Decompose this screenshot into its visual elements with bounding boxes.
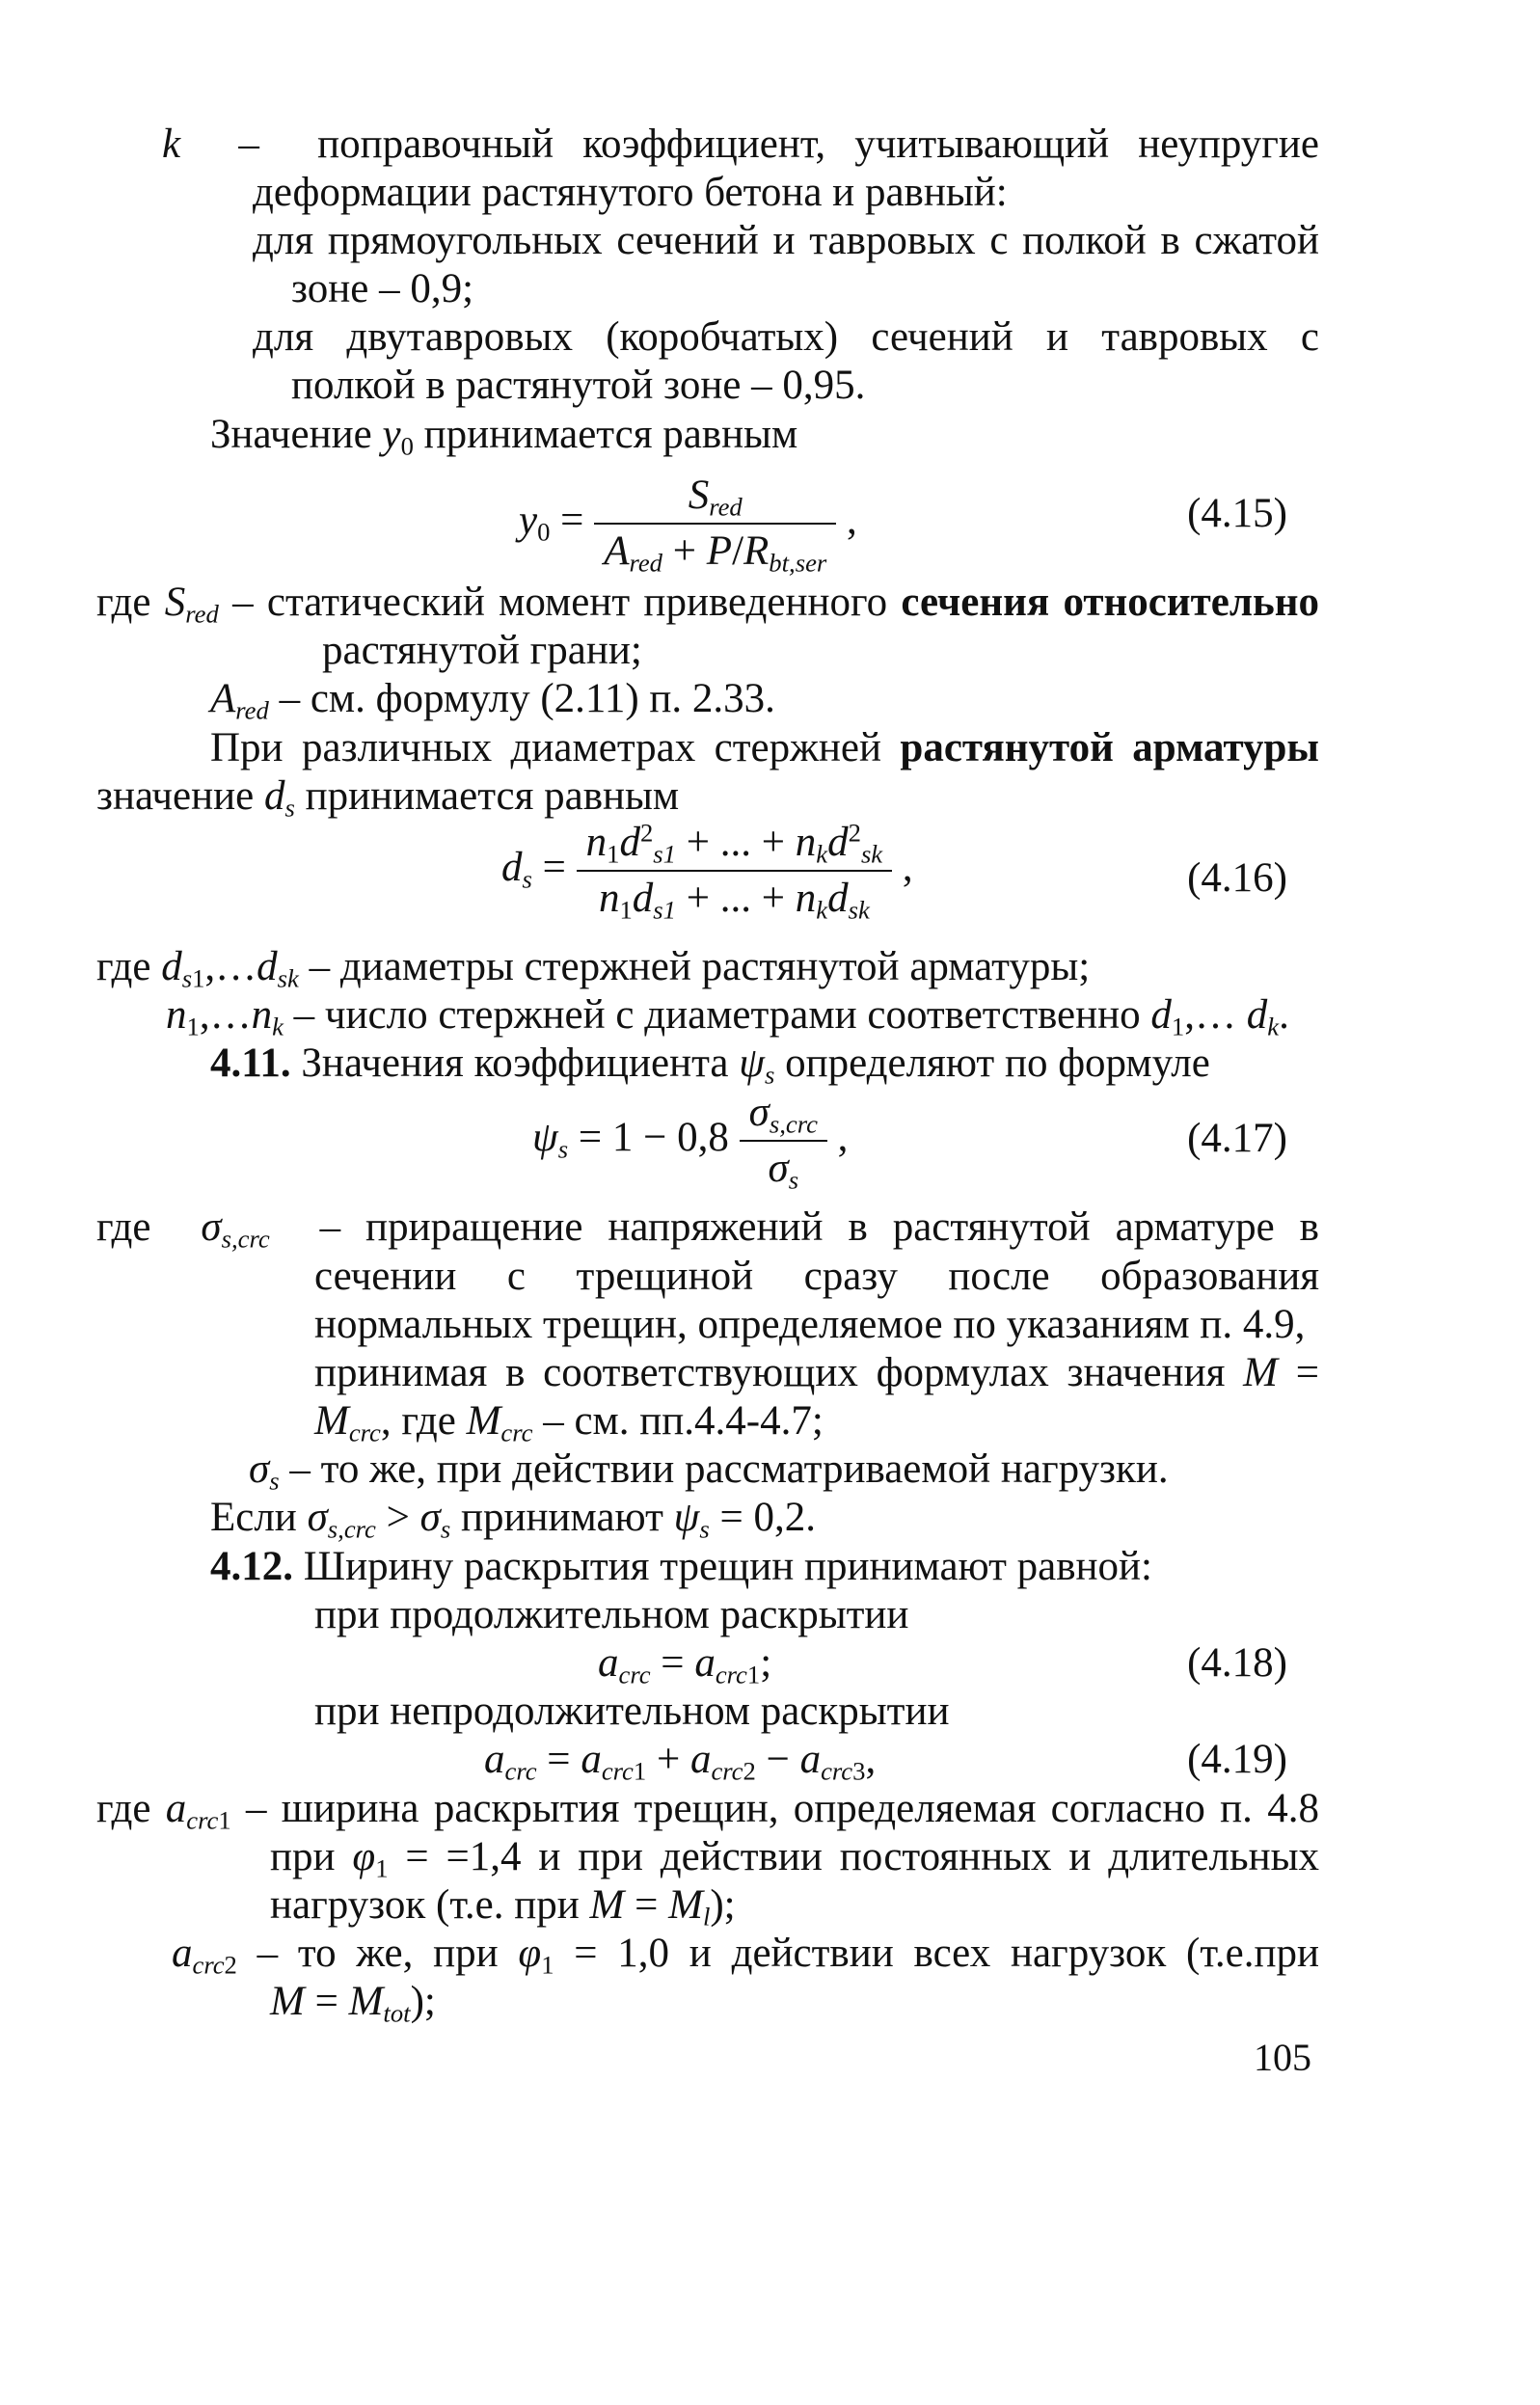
text-line: зоне – 0,9;	[291, 266, 474, 311]
text-line: $M_{crc}$, где $M_{crc}$ – см. пп.4.4-4.7;	[314, 1398, 824, 1447]
text-line: сечении с трещиной сразу после образования	[314, 1254, 1319, 1299]
text-line: нагрузок (т.е. при $M = M_l$);	[270, 1882, 736, 1932]
text-line: значение $d_s$ принимается равным	[96, 773, 680, 823]
text-line: $A_{red}$ – см. формулу (2.11) п. 2.33.	[210, 676, 775, 725]
text-line: для двутавровых (коробчатых) сечений и тавровых с	[253, 314, 1319, 360]
equation-number: (4.18)	[1187, 1640, 1287, 1686]
text-line: $n_1,\dots n_k$ – число стержней с диаметрами соответственно $d_1,\dots$ $d_k$.	[166, 992, 1289, 1041]
text-line: k – поправочный коэффициент, учитывающий неупругие	[162, 122, 1319, 167]
text-line: 4.11. Значения коэффициента $\psi_s$ определяют по формуле	[210, 1040, 1210, 1090]
text-line: $\sigma_s$ – то же, при действии рассматриваемой нагрузки.	[249, 1446, 1169, 1496]
text-line: где $a_{crc1}$ – ширина раскрытия трещин, определяемая согласно п. 4.8	[96, 1786, 1319, 1835]
text-line: для прямоугольных сечений и тавровых с полкой в сжатой	[253, 218, 1319, 263]
formula-4-18: $a_{crc} = a_{crc1}$;	[598, 1640, 772, 1689]
text-line: где $d_{s1},\dots d_{sk}$ – диаметры стержней растянутой арматуры;	[96, 944, 1091, 993]
text-line: при $\varphi_1 = =1,4$ и при действии постоянных и длительных	[270, 1834, 1319, 1883]
text-line: $a_{crc2}$ – то же, при $\varphi_1 = 1,0$ и действии всех нагрузок (т.е.при	[172, 1931, 1319, 1980]
formula-4-17: $\psi_s = 1 - 0,8$ $\frac{\sigma_{s,crc}}{\sigma_s}$ ,	[532, 1090, 849, 1195]
text-line: где $S_{red}$ – статический момент приведенного сечения относительно	[96, 580, 1319, 629]
text-line: 4.12. Ширину раскрытия трещин принимают равной:	[210, 1544, 1152, 1589]
equation-number: (4.17)	[1187, 1116, 1287, 1161]
text-line: при продолжительном раскрытии	[314, 1592, 909, 1637]
text-line: деформации растянутого бетона и равный:	[253, 170, 1008, 215]
formula-4-19: $a_{crc} = a_{crc1} + a_{crc2} - a_{crc3}$,	[484, 1737, 877, 1786]
equation-number: (4.16)	[1187, 855, 1287, 901]
text-line: Значение $y_0$ принимается равным	[210, 412, 798, 461]
formula-4-15: $y_0$ = $\frac{S_{red}}{A_{red} + P/R_{bt,ser}}$ ,	[519, 473, 857, 578]
text-line: при непродолжительном раскрытии	[314, 1689, 950, 1734]
page-number: 105	[1254, 2036, 1311, 2079]
text-line: растянутой грани;	[322, 628, 642, 673]
equation-number: (4.19)	[1187, 1737, 1287, 1782]
formula-4-16: $d_s$ = $\frac{n_1d^2_{s1} + ... + n_kd^2_{sk}}{n_1d_{s1} + ... + n_kd_{sk}}$ ,	[501, 818, 913, 925]
text-line: Если $\sigma_{s,crc} > \sigma_s$ принимают $\psi_s = 0,2$.	[210, 1495, 817, 1544]
text-line: $M = M_{tot}$);	[270, 1979, 436, 2028]
text-line: полкой в растянутой зоне – 0,95.	[291, 363, 866, 408]
text-line: принимая в соответствующих формулах значения M =	[314, 1350, 1319, 1395]
text-line: При различных диаметрах стержней растянутой арматуры	[210, 725, 1319, 770]
equation-number: (4.15)	[1187, 491, 1287, 536]
text-line: где $\sigma_{s,crc}$ – приращение напряжений в растянутой арматуре в	[96, 1204, 1319, 1254]
text-line: нормальных трещин, определяемое по указаниям п. 4.9,	[314, 1302, 1306, 1347]
